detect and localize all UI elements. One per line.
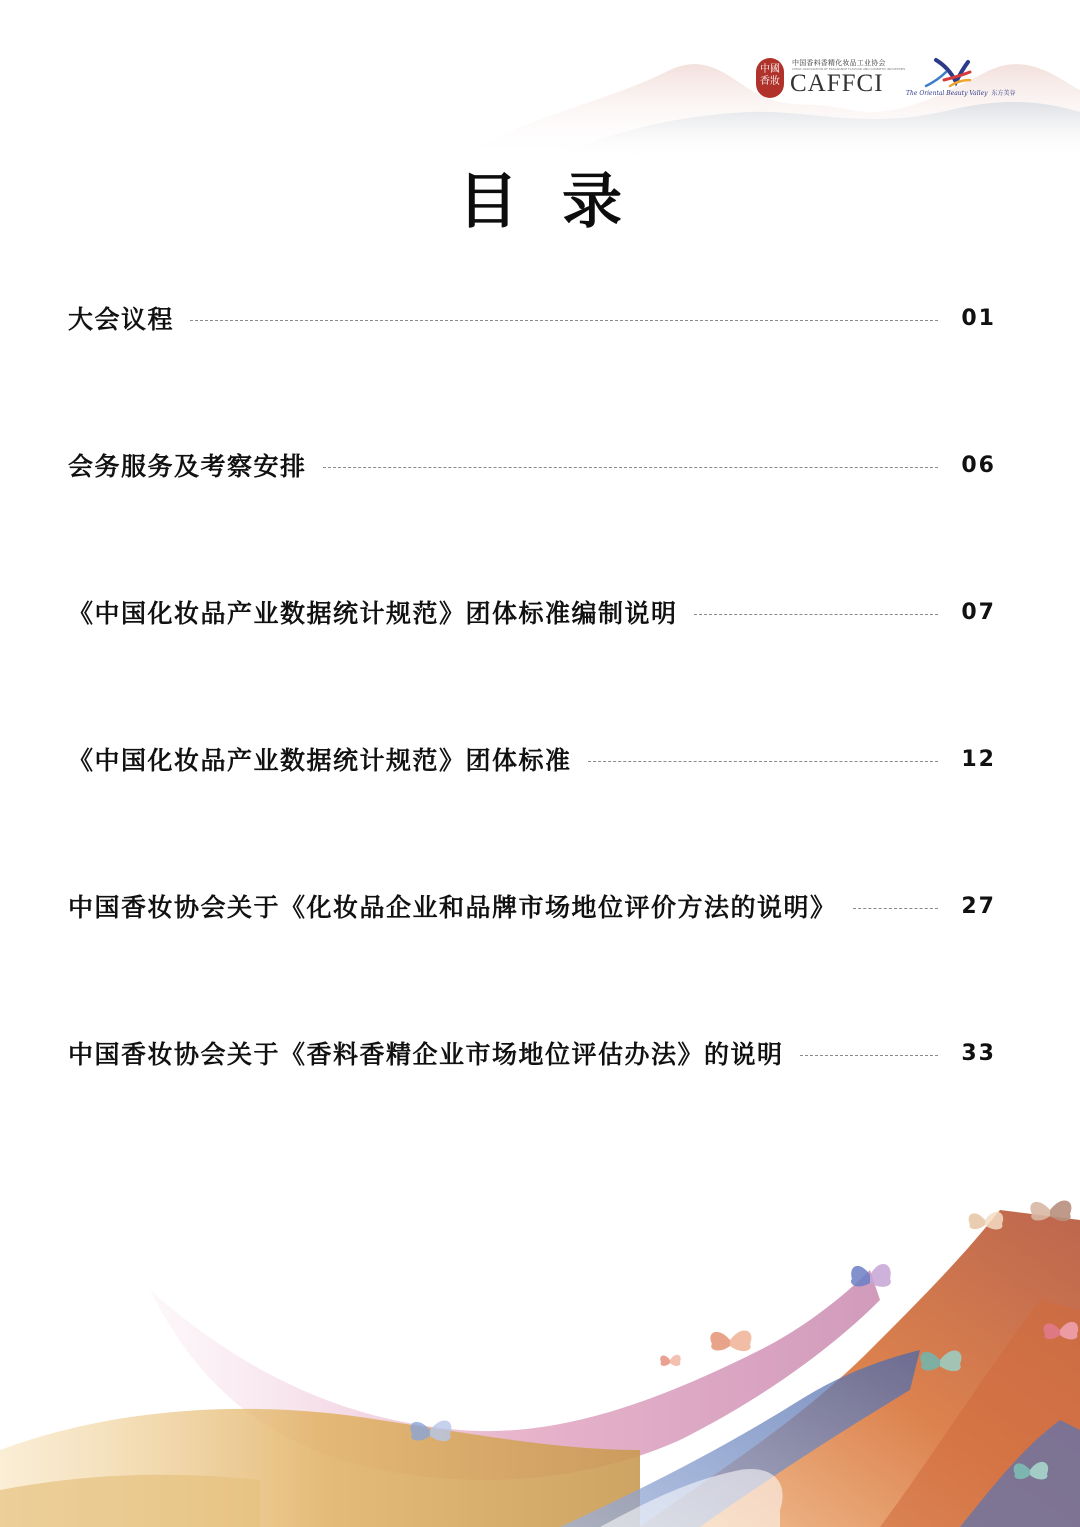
caffci-seal-logo: 中國香妝 [756, 58, 784, 98]
dotted-leader [853, 908, 938, 909]
oriental-beauty-valley-tagline: The Oriental Beauty Valley [906, 90, 988, 97]
toc-entry[interactable] [68, 445, 996, 485]
oriental-beauty-valley-cn: 东方美谷 [991, 90, 1016, 97]
toc-entry-page: 07 [961, 599, 996, 625]
brushstroke-decoration [0, 1150, 1080, 1527]
toc-entry-title: 《中国化妆品产业数据统计规范》团体标准 [68, 746, 572, 775]
toc-entry[interactable] [68, 1033, 996, 1073]
toc-entry[interactable] [68, 886, 996, 926]
dotted-leader [694, 614, 938, 615]
dotted-leader [323, 467, 938, 468]
table-of-contents [68, 298, 996, 1180]
toc-entry[interactable] [68, 298, 996, 338]
toc-entry-page: 27 [961, 893, 996, 919]
toc-entry-title: 中国香妆协会关于《化妆品企业和品牌市场地位评价方法的说明》 [68, 893, 837, 922]
dotted-leader [800, 1055, 938, 1056]
toc-entry-page: 12 [961, 746, 996, 772]
toc-entry-page: 33 [961, 1040, 996, 1066]
toc-entry-title: 会务服务及考察安排 [68, 452, 307, 481]
page-title: 目录 [458, 167, 666, 237]
butterfly-icon [660, 1355, 681, 1366]
toc-entry-title: 中国香妆协会关于《香料香精企业市场地位评估办法》的说明 [68, 1040, 784, 1069]
oriental-beauty-valley-caption [906, 88, 1015, 97]
header-logos [756, 56, 1036, 104]
dotted-leader [588, 761, 938, 762]
butterfly-icon [851, 1264, 891, 1287]
butterfly-icon [710, 1330, 751, 1351]
caffci-logo-text: CAFFCI [790, 70, 884, 97]
toc-entry-title: 大会议程 [68, 305, 175, 334]
butterfly-icon [969, 1212, 1004, 1230]
toc-entry-page: 06 [961, 452, 996, 478]
toc-entry[interactable] [68, 592, 996, 632]
toc-entry-title: 《中国化妆品产业数据统计规范》团体标准编制说明 [68, 599, 678, 628]
caffci-english-name: CHINA ASSOCIATION OF FRAGRANCE FLAVOUR AND COSMETIC INDUSTRIES [792, 67, 906, 71]
toc-entry-page: 01 [961, 305, 996, 331]
dotted-leader [190, 320, 938, 321]
toc-entry[interactable] [68, 739, 996, 779]
caffci-chinese-name: 中国香料香精化妆品工业协会 [792, 59, 886, 67]
